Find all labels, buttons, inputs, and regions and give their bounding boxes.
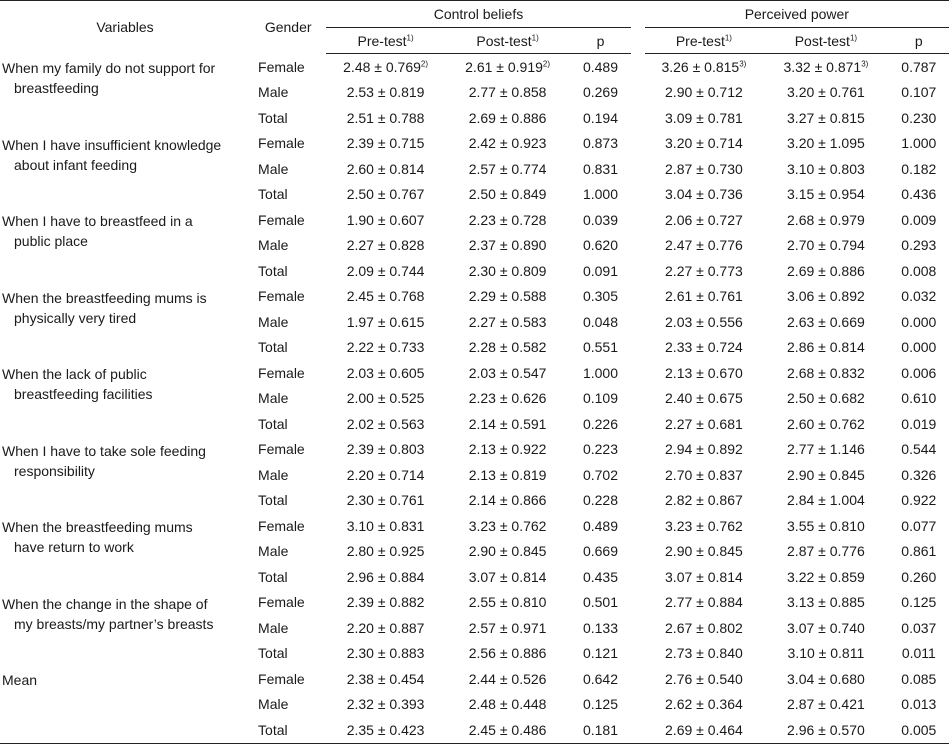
cb-p-cell: 0.039 xyxy=(582,211,618,228)
gender-cell: Male xyxy=(258,466,289,483)
pp-p-cell: 0.000 xyxy=(901,313,937,330)
column-gap xyxy=(631,539,645,565)
gender-cell: Total xyxy=(258,109,288,126)
cb-pretest-cell: 2.39 ± 0.882 xyxy=(346,594,425,611)
pp-posttest-cell: $3.32 \pm 0.871^{3)}$ xyxy=(783,58,869,75)
pp-p-cell: 0.544 xyxy=(901,441,937,458)
pp-posttest-cell: 2.90 ± 0.845 xyxy=(787,466,865,483)
cb-pretest-cell: 2.96 ± 0.884 xyxy=(346,568,425,585)
cb-p-cell: 0.125 xyxy=(582,696,618,713)
cb-pretest-cell: 2.39 ± 0.715 xyxy=(346,135,425,152)
cb-posttest-cell: 2.42 ± 0.923 xyxy=(468,135,547,152)
gender-cell: Total xyxy=(258,645,288,662)
pp-pretest-cell: $3.26 \pm 0.815^{3)}$ xyxy=(661,58,747,75)
table-header xyxy=(0,1,949,54)
cb-posttest-cell: $2.61 \pm 0.919^{2)}$ xyxy=(465,58,551,75)
variable-label-line1: Mean xyxy=(2,672,38,688)
pp-pretest-cell: 2.73 ± 0.840 xyxy=(665,645,743,662)
pp-posttest-cell: 3.04 ± 0.680 xyxy=(787,670,865,687)
variable-label xyxy=(0,284,250,361)
pp-p-cell: 0.000 xyxy=(901,339,937,356)
cb-p-cell: 0.702 xyxy=(582,466,618,483)
cb-p-cell: 0.489 xyxy=(582,517,618,534)
pp-posttest-cell: 2.68 ± 0.832 xyxy=(787,364,865,381)
pp-pretest-cell: 2.90 ± 0.845 xyxy=(665,543,743,560)
pp-pretest-cell: 3.20 ± 0.714 xyxy=(665,135,743,152)
table-row xyxy=(0,590,949,616)
cb-pretest-cell: 2.09 ± 0.744 xyxy=(346,262,425,279)
pp-posttest-cell: 3.22 ± 0.859 xyxy=(787,568,865,585)
gender-cell: Total xyxy=(258,721,288,738)
cb-pretest-cell: 2.51 ± 0.788 xyxy=(346,109,425,126)
cb-p-cell: 1.000 xyxy=(582,186,618,203)
cb-posttest-cell: 2.23 ± 0.626 xyxy=(468,390,547,407)
gender-cell: Male xyxy=(258,237,289,254)
cb-posttest-cell: 3.07 ± 0.814 xyxy=(468,568,547,585)
gender-cell: Total xyxy=(258,492,288,509)
variable-label-line2: have return to work xyxy=(14,539,134,555)
column-gap xyxy=(631,615,645,641)
cb-pretest-cell: 2.32 ± 0.393 xyxy=(346,696,425,713)
pp-pretest-cell: 2.70 ± 0.837 xyxy=(665,466,743,483)
pp-pretest-cell: 2.82 ± 0.867 xyxy=(665,492,743,509)
column-gap xyxy=(631,182,645,208)
cb-p-cell: 0.181 xyxy=(582,721,618,738)
pp-pretest-cell: 2.94 ± 0.892 xyxy=(665,441,743,458)
pp-p-cell: 0.230 xyxy=(901,109,937,126)
cb-p-cell: 0.194 xyxy=(582,109,618,126)
pp-p-cell: 0.006 xyxy=(901,364,937,381)
pp-pretest-cell: 2.62 ± 0.364 xyxy=(665,696,743,713)
pp-pretest-cell: 2.33 ± 0.724 xyxy=(665,339,743,356)
variable-label-line2: my breasts/my partner’s breasts xyxy=(14,615,214,632)
variable-label-line1: When the breastfeeding mums xyxy=(2,519,193,535)
cb-pretest-cell: 1.90 ± 0.607 xyxy=(346,211,425,228)
cb-posttest-cell: 2.69 ± 0.886 xyxy=(468,109,547,126)
column-gap xyxy=(631,641,645,667)
cb-pretest-cell: 2.30 ± 0.761 xyxy=(346,492,425,509)
variable-label xyxy=(0,54,250,131)
variable-label-line1: When my family do not support for xyxy=(2,59,216,76)
pp-p-cell: 0.085 xyxy=(901,670,937,687)
cb-posttest-cell: 2.44 ± 0.526 xyxy=(468,670,547,687)
gender-cell: Female xyxy=(258,364,305,381)
gender-cell: Female xyxy=(258,135,305,152)
cb-posttest-cell: 2.03 ± 0.547 xyxy=(468,364,547,381)
pp-p-cell: 0.005 xyxy=(901,721,937,738)
pp-pretest-cell: 2.77 ± 0.884 xyxy=(665,594,743,611)
variable-label xyxy=(0,207,250,284)
cb-posttest-cell: 2.37 ± 0.890 xyxy=(468,237,547,254)
cb-pretest-cell: $2.48 \pm 0.769^{2)}$ xyxy=(343,58,429,75)
cb-pretest-cell: 2.39 ± 0.803 xyxy=(346,441,425,458)
cb-posttest-cell: 2.30 ± 0.809 xyxy=(468,262,547,279)
cb-posttest-cell: 2.13 ± 0.819 xyxy=(468,466,547,483)
column-gap xyxy=(631,386,645,412)
cb-posttest-cell: 2.28 ± 0.582 xyxy=(468,339,547,356)
pp-p-cell: 0.787 xyxy=(901,58,937,75)
variable-label-line2: breastfeeding xyxy=(14,79,99,96)
cb-posttest-cell: 2.29 ± 0.588 xyxy=(468,288,547,305)
cb-posttest-cell: 2.45 ± 0.486 xyxy=(468,721,547,738)
cb-p-cell: 0.305 xyxy=(582,288,618,305)
pp-pretest-cell: 3.09 ± 0.781 xyxy=(665,109,743,126)
cb-p-cell: 1.000 xyxy=(582,364,618,381)
cb-pretest-cell: 2.53 ± 0.819 xyxy=(346,84,425,101)
pp-pretest-cell: 2.61 ± 0.761 xyxy=(665,288,743,305)
variable-label xyxy=(0,590,250,667)
pp-posttest-cell: 3.15 ± 0.954 xyxy=(787,186,865,203)
cb-posttest-cell: 2.57 ± 0.774 xyxy=(468,160,547,177)
column-gap xyxy=(631,105,645,131)
variable-label-line1: When the breastfeeding mums is xyxy=(2,289,207,306)
cb-p-cell: 0.269 xyxy=(582,84,618,101)
variable-label xyxy=(0,437,250,514)
variable-label-line1: When I have to breastfeed in a xyxy=(2,213,193,229)
column-gap xyxy=(631,717,645,743)
cb-posttest-cell: 2.14 ± 0.591 xyxy=(468,415,547,432)
pp-p-cell: 0.922 xyxy=(901,492,937,509)
cb-posttest-cell: 2.14 ± 0.866 xyxy=(468,492,547,509)
cb-p-cell: 0.435 xyxy=(582,568,618,585)
table-row xyxy=(0,437,949,463)
column-gap xyxy=(631,666,645,692)
pp-pretest-cell: 2.69 ± 0.464 xyxy=(665,721,743,738)
pp-p-cell: 0.326 xyxy=(901,466,937,483)
pp-posttest-cell: 3.20 ± 1.095 xyxy=(787,135,865,152)
variable-label-line2: public place xyxy=(14,233,88,249)
pp-p-cell: 0.011 xyxy=(901,645,936,662)
pp-posttest-cell: 3.13 ± 0.885 xyxy=(787,594,865,611)
pp-p-cell: 0.019 xyxy=(901,415,937,432)
gender-cell: Total xyxy=(258,339,288,356)
pp-posttest-cell: 2.63 ± 0.669 xyxy=(787,313,865,330)
cb-pretest-cell: 2.35 ± 0.423 xyxy=(346,721,425,738)
pp-posttest-cell: 3.27 ± 0.815 xyxy=(787,109,865,126)
gender-cell: Female xyxy=(258,441,305,458)
cb-p-cell: 0.489 xyxy=(582,58,618,75)
pp-p-cell: 0.037 xyxy=(901,619,937,636)
cb-p-cell: 0.223 xyxy=(582,441,618,458)
pp-p-cell: 0.436 xyxy=(901,186,937,203)
pp-pretest-cell: 2.40 ± 0.675 xyxy=(665,390,743,407)
cb-pretest-cell: 3.10 ± 0.831 xyxy=(346,517,425,534)
pp-pretest-cell: 2.90 ± 0.712 xyxy=(665,84,743,101)
pp-pretest-cell: 2.67 ± 0.802 xyxy=(665,619,743,636)
variable-label-line2: about infant feeding xyxy=(14,156,137,173)
gender-cell: Female xyxy=(258,594,305,611)
column-gap xyxy=(631,54,645,80)
cb-pretest-cell: 1.97 ± 0.615 xyxy=(346,313,425,330)
gender-cell: Female xyxy=(258,517,305,534)
pp-pretest-cell: 2.76 ± 0.540 xyxy=(665,670,743,687)
cb-pretest-cell: 2.50 ± 0.767 xyxy=(346,186,425,203)
pp-posttest-cell: 2.50 ± 0.682 xyxy=(787,390,865,407)
column-gap xyxy=(631,462,645,488)
gender-header: Gender xyxy=(264,19,312,36)
header-gap xyxy=(631,28,645,54)
pp-pretest-cell: 2.87 ± 0.730 xyxy=(665,160,743,177)
cb-posttest-cell: 2.23 ± 0.728 xyxy=(468,211,547,228)
variable-label-line2: physically very tired xyxy=(14,309,137,326)
column-gap xyxy=(631,284,645,310)
pp-posttest-cell: 3.10 ± 0.803 xyxy=(787,160,865,177)
column-gap xyxy=(631,513,645,539)
pp-p-cell: 0.861 xyxy=(901,543,937,560)
column-gap xyxy=(631,360,645,386)
pp-posttest-cell: 2.77 ± 1.146 xyxy=(787,441,865,458)
pp-p-cell: 0.610 xyxy=(901,390,937,407)
cb-p-cell: 0.121 xyxy=(582,645,618,662)
column-gap xyxy=(631,488,645,514)
cb-pretest-cell: 2.38 ± 0.454 xyxy=(346,670,425,687)
cb-pretest-cell: 2.45 ± 0.768 xyxy=(346,288,425,305)
cb-pretest-cell: 2.80 ± 0.925 xyxy=(346,543,425,560)
cb-p-cell: 0.048 xyxy=(582,313,618,330)
gender-cell: Total xyxy=(258,262,288,279)
table-row xyxy=(0,54,949,80)
gender-cell: Male xyxy=(258,619,289,636)
cb-p-cell: 0.669 xyxy=(582,543,618,560)
gender-cell: Male xyxy=(258,696,289,713)
gender-cell: Total xyxy=(258,415,288,432)
variables-header: Variables xyxy=(96,19,154,36)
pp-posttest-cell: 2.87 ± 0.421 xyxy=(787,696,865,713)
column-gap xyxy=(631,156,645,182)
gender-cell: Male xyxy=(258,160,289,177)
cb-p-cell: 0.551 xyxy=(582,339,618,356)
pp-p-cell: 0.013 xyxy=(901,696,937,713)
pp-p-cell: 0.182 xyxy=(901,160,937,177)
gender-cell: Male xyxy=(258,84,289,101)
pp-p-header: p xyxy=(889,28,949,54)
column-gap xyxy=(631,590,645,616)
pp-posttest-cell: 3.07 ± 0.740 xyxy=(787,619,865,636)
pp-pretest-cell: 3.07 ± 0.814 xyxy=(665,568,743,585)
pp-posttest-header: Post-test$^{1)}$ xyxy=(763,28,889,54)
cb-posttest-cell: 2.48 ± 0.448 xyxy=(468,696,547,713)
cb-posttest-cell: 2.27 ± 0.583 xyxy=(468,313,547,330)
cb-posttest-cell: 3.23 ± 0.762 xyxy=(468,517,547,534)
variable-label-line1: When the lack of public xyxy=(2,366,147,382)
pp-pretest-cell: 2.06 ± 0.727 xyxy=(665,211,743,228)
table-row xyxy=(0,207,949,233)
gender-cell: Female xyxy=(258,670,305,687)
pp-pretest-cell: 2.27 ± 0.773 xyxy=(665,262,743,279)
cb-pretest-header: Pre-test$^{1)}$ xyxy=(326,28,444,54)
cb-p-cell: 0.226 xyxy=(582,415,618,432)
pp-posttest-cell: 2.68 ± 0.979 xyxy=(787,211,865,228)
table-row xyxy=(0,360,949,386)
column-gap xyxy=(631,335,645,361)
variable-label xyxy=(0,666,250,743)
pp-posttest-cell: 2.70 ± 0.794 xyxy=(787,237,865,254)
pp-posttest-cell: 2.69 ± 0.886 xyxy=(787,262,865,279)
pp-posttest-cell: 2.86 ± 0.814 xyxy=(787,339,865,356)
pp-pretest-cell: 3.04 ± 0.736 xyxy=(665,186,743,203)
variable-label xyxy=(0,131,250,208)
pp-posttest-cell: 2.96 ± 0.570 xyxy=(787,721,865,738)
cb-p-cell: 0.228 xyxy=(582,492,618,509)
gender-cell: Total xyxy=(258,186,288,203)
cb-pretest-cell: 2.03 ± 0.605 xyxy=(346,364,425,381)
cb-posttest-cell: 2.50 ± 0.849 xyxy=(468,186,547,203)
pp-posttest-cell: 3.10 ± 0.811 xyxy=(787,645,865,662)
cb-pretest-cell: 2.00 ± 0.525 xyxy=(346,390,425,407)
cb-pretest-cell: 2.02 ± 0.563 xyxy=(346,415,425,432)
pp-p-cell: 0.008 xyxy=(901,262,937,279)
cb-posttest-cell: 2.56 ± 0.886 xyxy=(468,645,547,662)
variable-label-line2: breastfeeding facilities xyxy=(14,386,153,402)
pp-posttest-cell: 2.87 ± 0.776 xyxy=(787,543,865,560)
cb-p-cell: 0.091 xyxy=(582,262,618,279)
pp-posttest-cell: 3.20 ± 0.761 xyxy=(787,84,865,101)
variable-label-line1: When I have to take sole feeding xyxy=(2,442,206,459)
column-gap xyxy=(631,411,645,437)
pp-posttest-cell: 2.60 ± 0.762 xyxy=(787,415,865,432)
header-gap xyxy=(631,1,645,28)
pp-pretest-cell: 3.23 ± 0.762 xyxy=(665,517,743,534)
column-gap xyxy=(631,207,645,233)
gender-cell: Female xyxy=(258,288,305,305)
cb-p-cell: 0.501 xyxy=(582,594,618,611)
table-row xyxy=(0,513,949,539)
cb-posttest-cell: 2.13 ± 0.922 xyxy=(468,441,547,458)
variable-label xyxy=(0,513,250,590)
table-row xyxy=(0,666,949,692)
pp-p-cell: 0.107 xyxy=(901,84,937,101)
pp-p-cell: 0.077 xyxy=(901,517,937,534)
column-gap xyxy=(631,692,645,718)
cb-p-cell: 0.873 xyxy=(582,135,618,152)
column-gap xyxy=(631,258,645,284)
cb-pretest-cell: 2.20 ± 0.887 xyxy=(346,619,425,636)
table-body xyxy=(0,54,949,744)
pp-pretest-cell: 2.47 ± 0.776 xyxy=(665,237,743,254)
cb-pretest-cell: 2.22 ± 0.733 xyxy=(346,339,425,356)
pp-posttest-cell: 2.84 ± 1.004 xyxy=(787,492,865,509)
column-gap xyxy=(631,309,645,335)
gender-cell: Female xyxy=(258,58,305,75)
variable-label-line1: When I have insufficient knowledge xyxy=(2,136,222,153)
perceived-power-header: Perceived power xyxy=(645,1,949,28)
variable-label-line1: When the change in the shape of xyxy=(2,595,208,612)
column-gap xyxy=(631,437,645,463)
pp-p-cell: 0.032 xyxy=(901,288,937,305)
cb-p-header: p xyxy=(570,28,630,54)
pp-posttest-cell: 3.55 ± 0.810 xyxy=(787,517,865,534)
cb-pretest-cell: 2.60 ± 0.814 xyxy=(346,160,425,177)
pp-p-cell: 0.260 xyxy=(901,568,937,585)
gender-cell: Male xyxy=(258,543,289,560)
pp-p-cell: 0.125 xyxy=(901,594,937,611)
cb-p-cell: 0.620 xyxy=(582,237,618,254)
cb-p-cell: 0.133 xyxy=(582,619,618,636)
pp-pretest-cell: 2.03 ± 0.556 xyxy=(665,313,743,330)
pp-posttest-cell: 3.06 ± 0.892 xyxy=(787,288,865,305)
cb-posttest-cell: 2.90 ± 0.845 xyxy=(468,543,547,560)
cb-p-cell: 0.831 xyxy=(582,160,618,177)
table-row xyxy=(0,284,949,310)
column-gap xyxy=(631,564,645,590)
variable-label xyxy=(0,360,250,437)
cb-posttest-cell: 2.77 ± 0.858 xyxy=(468,84,547,101)
cb-pretest-cell: 2.27 ± 0.828 xyxy=(346,237,425,254)
cb-posttest-cell: 2.57 ± 0.971 xyxy=(468,619,547,636)
pp-p-cell: 1.000 xyxy=(901,135,937,152)
column-gap xyxy=(631,80,645,106)
cb-p-cell: 0.109 xyxy=(582,390,618,407)
gender-cell: Male xyxy=(258,313,289,330)
control-beliefs-header: Control beliefs xyxy=(326,1,630,28)
gender-cell: Female xyxy=(258,211,305,228)
gender-cell: Total xyxy=(258,568,288,585)
column-gap xyxy=(631,233,645,259)
gender-cell: Male xyxy=(258,390,289,407)
pp-p-cell: 0.009 xyxy=(901,211,937,228)
cb-posttest-header: Post-test$^{1)}$ xyxy=(445,28,571,54)
column-gap xyxy=(631,131,645,157)
cb-pretest-cell: 2.30 ± 0.883 xyxy=(346,645,425,662)
table-row xyxy=(0,131,949,157)
cb-p-cell: 0.642 xyxy=(582,670,618,687)
pp-pretest-header: Pre-test$^{1)}$ xyxy=(645,28,763,54)
pp-pretest-cell: 2.13 ± 0.670 xyxy=(665,364,743,381)
pp-pretest-cell: 2.27 ± 0.681 xyxy=(665,415,743,432)
pp-p-cell: 0.293 xyxy=(901,237,937,254)
cb-posttest-cell: 2.55 ± 0.810 xyxy=(468,594,547,611)
cb-pretest-cell: 2.20 ± 0.714 xyxy=(346,466,425,483)
variable-label-line2: responsibility xyxy=(14,462,95,479)
